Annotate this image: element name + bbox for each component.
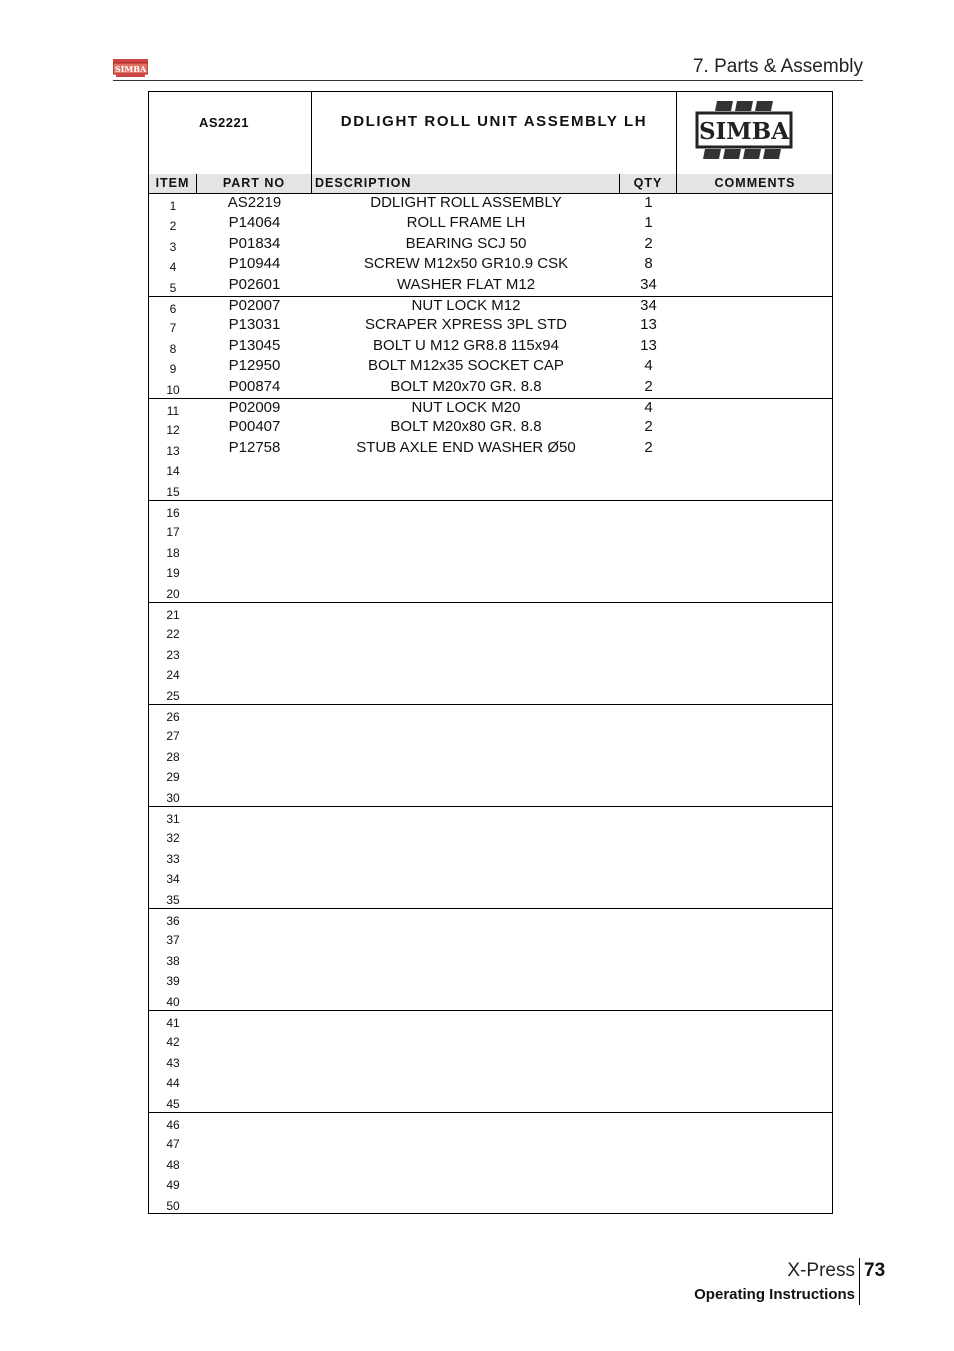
item-number: 8: [169, 341, 177, 356]
table-row: [149, 398, 832, 419]
item-number: 3: [169, 239, 177, 254]
table-row: [149, 949, 832, 969]
item-number: 5: [169, 280, 177, 295]
part-number: P00874: [228, 377, 281, 395]
item-number: 48: [166, 1157, 180, 1172]
item-number: 11: [166, 404, 180, 418]
table-row: [149, 1071, 832, 1091]
item-number: 17: [166, 525, 180, 540]
table-row: [149, 480, 832, 500]
col-header-description: DESCRIPTION: [312, 174, 620, 193]
table-row: [149, 908, 832, 929]
quantity: 4: [644, 357, 653, 375]
part-description: DDLIGHT ROLL ASSEMBLY: [370, 194, 562, 211]
assembly-name-cell: [312, 92, 677, 174]
assembly-number-cell: [149, 92, 312, 174]
part-number: P13045: [228, 336, 281, 354]
item-number: 25: [166, 688, 180, 703]
table-row: [149, 1092, 832, 1112]
part-description: BOLT M20x70 GR. 8.8: [390, 377, 542, 395]
item-number: 28: [166, 749, 180, 764]
item-number: 4: [169, 260, 177, 275]
item-number: 39: [166, 974, 180, 989]
item-number: 32: [166, 831, 180, 846]
part-number: P01834: [228, 234, 281, 252]
table-row: [149, 888, 832, 908]
table-row: [149, 684, 832, 704]
table-row: [149, 867, 832, 887]
item-number: 21: [166, 608, 180, 622]
quantity: 2: [644, 418, 653, 436]
table-row: [149, 520, 832, 540]
item-number: 23: [166, 647, 180, 662]
quantity: 13: [640, 336, 657, 354]
table-row: [149, 745, 832, 765]
col-header-qty: QTY: [620, 174, 677, 193]
item-number: 36: [166, 914, 180, 928]
table-row: [149, 1010, 832, 1031]
item-number: 16: [166, 506, 180, 520]
part-number: P12758: [228, 438, 281, 456]
item-number: 45: [166, 1096, 180, 1111]
quantity: 1: [644, 214, 653, 232]
product-name: X-Press: [787, 1260, 855, 1281]
svg-text:SIMBA: SIMBA: [698, 118, 790, 145]
table-row: [149, 316, 832, 336]
item-number: 47: [166, 1137, 180, 1152]
table-row: [149, 235, 832, 255]
item-number: 35: [166, 892, 180, 907]
part-number: P12950: [228, 357, 281, 375]
quantity: 34: [640, 275, 657, 293]
table-row: [149, 928, 832, 948]
quantity: 2: [644, 438, 653, 456]
table-row: [149, 704, 832, 725]
part-description: ROLL FRAME LH: [406, 214, 526, 232]
simba-logo-icon: [695, 99, 793, 161]
section-title: 7. Parts & Assembly: [692, 56, 863, 77]
item-number: 30: [166, 790, 180, 805]
table-row: [149, 969, 832, 989]
item-number: 38: [166, 953, 180, 968]
part-number: AS2219: [227, 194, 282, 211]
table-row: [149, 357, 832, 377]
table-row: [149, 500, 832, 521]
item-number: 22: [166, 627, 180, 642]
table-row: [149, 459, 832, 479]
part-number: P02601: [228, 275, 281, 293]
part-description: SCRAPER XPRESS 3PL STD: [364, 316, 567, 334]
part-description: BEARING SCJ 50: [405, 234, 527, 252]
table-row: [149, 296, 832, 317]
assembly-name: DDLIGHT ROLL UNIT ASSEMBLY LH: [340, 113, 648, 130]
table-row: [149, 826, 832, 846]
parts-list-table: [148, 91, 833, 1214]
table-row: [149, 561, 832, 581]
part-number: P14064: [228, 214, 281, 232]
quantity: 2: [644, 234, 653, 252]
part-description: STUB AXLE END WASHER Ø50: [356, 438, 576, 456]
simba-logo-icon: [113, 59, 148, 78]
table-row: [149, 602, 832, 623]
table-row: [149, 1051, 832, 1071]
part-number: P02007: [228, 297, 281, 314]
title-block: [149, 92, 832, 175]
table-row: [149, 1194, 832, 1214]
col-header-part-no: PART NO: [197, 174, 312, 193]
item-number: 50: [166, 1198, 180, 1213]
item-number: 7: [169, 321, 177, 336]
table-row: [149, 214, 832, 234]
quantity: 8: [644, 255, 653, 273]
quantity: 2: [644, 377, 653, 395]
table-row: [149, 990, 832, 1010]
table-row: [149, 786, 832, 806]
table-row: [149, 582, 832, 602]
item-number: 19: [166, 566, 180, 581]
table-row: [149, 255, 832, 275]
item-number: 46: [166, 1118, 180, 1132]
item-number: 27: [166, 729, 180, 744]
table-row: [149, 418, 832, 438]
item-number: 49: [166, 1178, 180, 1193]
quantity: 13: [640, 316, 657, 334]
item-number: 15: [166, 484, 180, 499]
footer-divider: [859, 1258, 860, 1305]
table-row: [149, 1030, 832, 1050]
quantity: 1: [644, 194, 653, 211]
table-row: [149, 194, 832, 214]
item-number: 14: [166, 464, 180, 479]
table-row: [149, 643, 832, 663]
header-divider: [113, 80, 863, 81]
item-number: 34: [166, 872, 180, 887]
table-row: [149, 1173, 832, 1193]
part-description: NUT LOCK M12: [411, 297, 521, 314]
table-row: [149, 378, 832, 398]
table-row: [149, 1153, 832, 1173]
document-subtitle: Operating Instructions: [694, 1286, 855, 1303]
part-description: BOLT M20x80 GR. 8.8: [390, 418, 542, 436]
table-row: [149, 724, 832, 744]
part-description: BOLT M12x35 SOCKET CAP: [368, 357, 564, 375]
assembly-number: AS2221: [199, 115, 249, 130]
item-number: 43: [166, 1055, 180, 1070]
table-row: [149, 1132, 832, 1152]
quantity: 34: [640, 297, 657, 314]
page-number: 73: [864, 1260, 886, 1281]
item-number: 44: [166, 1076, 180, 1091]
part-number: P10944: [228, 255, 281, 273]
item-number: 2: [169, 219, 177, 234]
item-number: 1: [169, 199, 177, 213]
svg-text:SIMBA: SIMBA: [114, 64, 147, 74]
table-row: [149, 622, 832, 642]
col-header-comments: COMMENTS: [714, 176, 796, 190]
item-number: 33: [166, 851, 180, 866]
quantity: 4: [644, 399, 653, 416]
item-number: 18: [166, 545, 180, 560]
table-row: [149, 765, 832, 785]
part-description: SCREW M12x50 GR10.9 CSK: [363, 255, 569, 273]
table-row: [149, 337, 832, 357]
table-row: [149, 1112, 832, 1133]
item-number: 13: [166, 443, 180, 458]
item-number: 10: [166, 382, 180, 397]
item-number: 6: [169, 302, 177, 316]
item-number: 31: [166, 812, 180, 826]
col-header-item: ITEM: [149, 174, 197, 193]
item-number: 40: [166, 994, 180, 1009]
table-row: [149, 541, 832, 561]
item-number: 26: [166, 710, 180, 724]
part-number: P00407: [228, 418, 281, 436]
item-number: 37: [166, 933, 180, 948]
item-number: 12: [166, 423, 180, 438]
item-number: 20: [166, 586, 180, 601]
part-description: NUT LOCK M20: [411, 399, 521, 416]
item-number: 29: [166, 770, 180, 785]
table-row: [149, 276, 832, 296]
table-row: [149, 847, 832, 867]
column-header-row: [149, 174, 832, 194]
part-description: WASHER FLAT M12: [396, 275, 536, 293]
table-row: [149, 439, 832, 459]
part-number: P02009: [228, 399, 281, 416]
part-description: BOLT U M12 GR8.8 115x94: [373, 336, 559, 354]
part-number: P13031: [228, 316, 281, 334]
item-number: 42: [166, 1035, 180, 1050]
table-row: [149, 806, 832, 827]
table-row: [149, 663, 832, 683]
item-number: 24: [166, 668, 180, 683]
item-number: 9: [169, 362, 177, 377]
item-number: 41: [166, 1016, 180, 1030]
